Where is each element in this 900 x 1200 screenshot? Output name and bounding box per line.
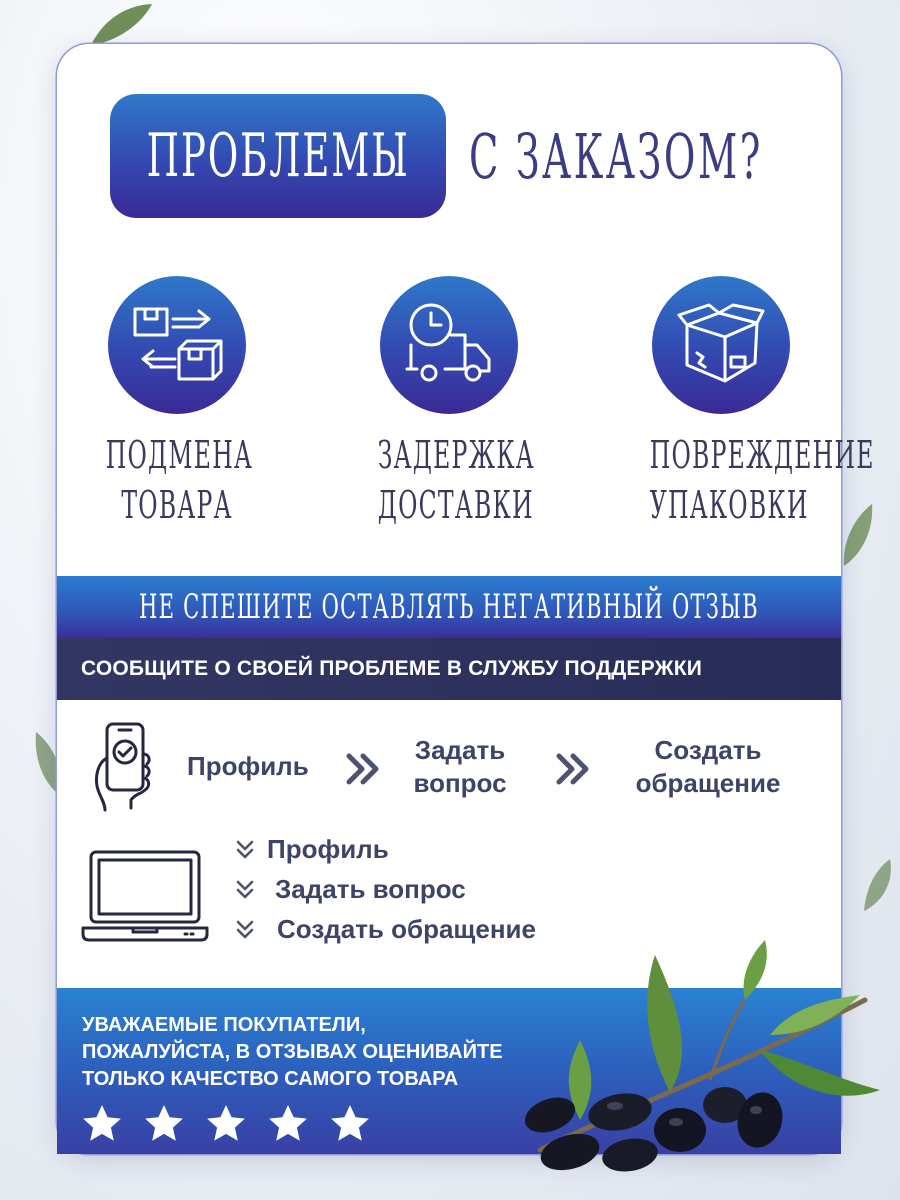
double-chevron-right-icon [555,752,591,786]
olive-branch-illustration [470,940,890,1200]
rating-stars [82,1104,370,1142]
problem-icon-circle [108,276,246,414]
star-icon [144,1104,184,1142]
problem-damage [606,276,875,530]
warning-banner [57,576,841,638]
step-ask-question [400,734,520,800]
mobile-steps [57,720,841,816]
title-highlight-box [110,94,446,218]
star-icon [206,1104,246,1142]
star-icon [268,1104,308,1142]
footer-line: УВАЖАЕМЫЕ ПОКУПАТЕЛИ, [82,1014,366,1036]
desktop-step-label: Профиль [267,834,389,864]
step-text-line: вопрос [413,768,507,798]
desktop-step-item [235,874,466,905]
step-create-request [613,734,803,800]
footer-line: ПОЖАЛУЙСТА, В ОТЗЫВАХ ОЦЕНИВАЙТЕ [82,1041,503,1063]
laptop-icon [81,848,209,944]
page-title-rest [469,106,829,206]
double-chevron-down-icon [235,879,255,901]
footer-line: ТОЛЬКО КАЧЕСТВО САМОГО ТОВАРА [82,1068,459,1090]
warning-text: НЕ СПЕШИТЕ ОСТАВЛЯТЬ НЕГАТИВНЫЙ ОТЗЫВ [139,587,759,627]
leaf-decoration [838,500,878,570]
problem-label: УПАКОВКИ [649,483,809,527]
problem-substitution [62,276,292,530]
leaf-decoration [858,855,898,915]
star-icon [82,1104,122,1142]
leaf-decoration [86,0,156,50]
instruction-text: СООБЩИТЕ О СВОЕЙ ПРОБЛЕМЕ В СЛУЖБУ ПОДДЕРЖКИ [81,657,703,680]
smartphone-hand-icon [87,720,167,812]
double-chevron-right-icon [345,752,381,786]
page-title-highlight: ПРОБЛЕМЫ [146,121,410,191]
problem-label: ПОДМЕНА [105,433,254,477]
problem-label: ТОВАРА [121,483,233,527]
instruction-banner [57,638,841,700]
step-text-line: обращение [635,768,781,798]
problem-icon-circle [652,276,790,414]
desktop-step-label: Задать вопрос [275,874,466,904]
double-chevron-down-icon [235,919,255,941]
step-text-line: Задать [414,735,506,765]
problem-label: ЗАДЕРЖКА [377,433,535,477]
problem-label: ПОВРЕЖДЕНИЕ [649,433,875,477]
step-text-line: Создать [654,735,762,765]
problem-label: ДОСТАВКИ [377,483,534,527]
star-icon [330,1104,370,1142]
desktop-step-item [235,834,389,865]
problem-icon-circle [380,276,518,414]
desktop-step-label: Создать обращение [277,914,536,944]
problem-delay [334,276,564,530]
exchange-boxes-icon [129,297,225,393]
footer-message [82,1012,503,1093]
damaged-box-icon [673,297,769,393]
double-chevron-down-icon [235,839,255,861]
page-title-text: С ЗАКАЗОМ? [469,119,763,193]
delivery-truck-clock-icon [401,297,497,393]
step-profile: Профиль [187,751,309,781]
